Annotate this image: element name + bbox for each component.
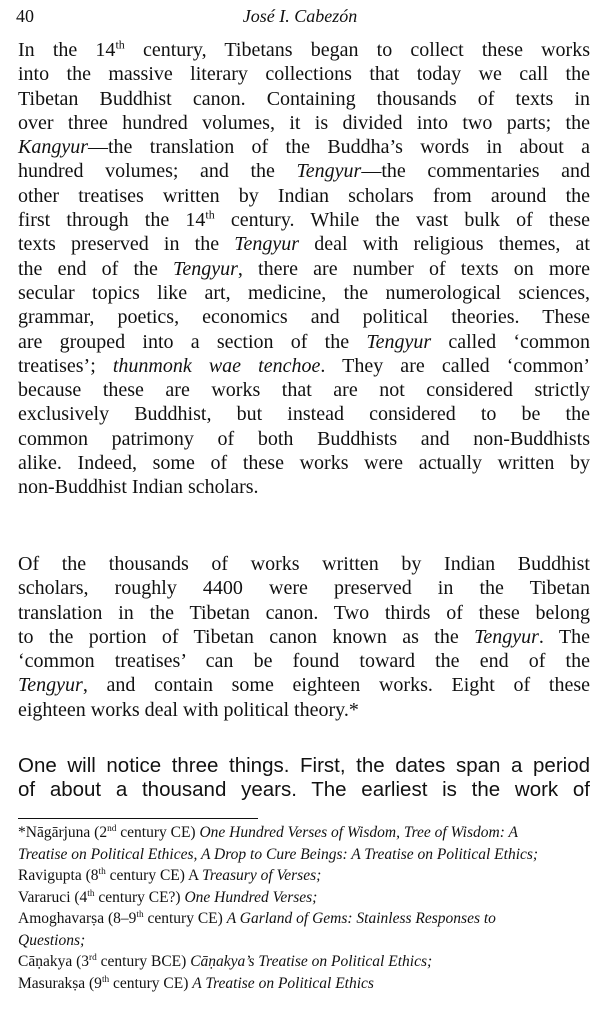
footnote-line	[18, 930, 590, 952]
text-run: first through the 14	[18, 209, 206, 232]
text-run: ‘common treatises’ can be found toward the end of the	[18, 650, 590, 673]
superscript: rd	[89, 952, 97, 963]
text-line	[18, 475, 590, 499]
text-run: Tibetan Buddhist canon. Containing thousands of texts in	[18, 87, 590, 110]
text-line	[18, 427, 590, 451]
text-line	[18, 778, 590, 802]
footnote-line	[18, 951, 590, 973]
text-run: In the 14	[18, 39, 116, 61]
italic-text: Tengyur	[18, 674, 83, 697]
text-run: century CE)	[109, 974, 193, 992]
text-line	[18, 184, 590, 208]
text-run: scholars, roughly 4400 were preserved in the Tibetan	[18, 577, 590, 600]
paragraph	[18, 38, 590, 500]
text-run: —the translation of the Buddha’s words in about a	[88, 136, 590, 159]
text-line	[18, 601, 590, 625]
footnotes	[18, 822, 590, 994]
text-run: because these are works that are not considered strictly	[18, 379, 590, 402]
italic-text: Treatise on Political Ethices, A Drop to Cure Beings: A Treatise on Political Ethics;	[18, 845, 539, 863]
text-line	[18, 135, 590, 159]
italic-text: Kangyur	[18, 136, 88, 159]
text-run: century CE)	[116, 824, 200, 841]
text-run: secular topics like art, medicine, the numerological sciences,	[18, 281, 590, 304]
text-run: of about a thousand years. The earliest is the work of	[18, 778, 590, 802]
text-run: —the commentaries and	[361, 160, 590, 183]
italic-text: Tengyur	[234, 233, 300, 256]
superscript: th	[98, 866, 106, 877]
superscript: nd	[107, 823, 117, 834]
text-run: Of the thousands of works written by Indian Buddhist	[18, 553, 590, 575]
text-run: to the portion of Tibetan canon known as the	[18, 625, 475, 648]
text-run: . The	[538, 625, 591, 648]
text-run: texts preserved in the	[18, 233, 235, 256]
text-run: other treatises written by Indian scholars from around the	[18, 184, 590, 207]
text-line	[18, 281, 590, 305]
text-line	[18, 673, 590, 697]
text-run: century CE)	[143, 910, 227, 927]
italic-text: Treasury of Verses;	[202, 867, 322, 884]
text-run: the end of the	[18, 257, 174, 280]
italic-text: Tengyur	[173, 257, 238, 280]
footnote-line	[18, 908, 590, 930]
italic-text: Tengyur	[296, 160, 362, 183]
text-line	[18, 232, 590, 256]
text-line	[18, 38, 590, 62]
text-line	[18, 451, 590, 475]
text-run: Ravigupta (8	[18, 867, 99, 884]
text-line	[18, 87, 590, 111]
text-run: One will notice three things. First, the dates span a period	[18, 754, 590, 777]
text-run: common patrimony of both Buddhists and non-Buddhists	[18, 427, 590, 450]
text-line	[18, 552, 590, 576]
superscript: th	[101, 974, 110, 985]
text-run: century CE) A	[105, 867, 203, 884]
text-line	[18, 402, 590, 426]
text-run: *Nāgārjuna (2	[18, 824, 108, 841]
text-line	[18, 208, 590, 232]
text-run: century CE?)	[94, 888, 185, 906]
text-line	[18, 159, 590, 183]
text-run: translation in the Tibetan canon. Two thirds of these belong	[18, 601, 590, 624]
italic-text: One Hundred Verses of Wisdom, Tree of Wisdom: A	[199, 824, 518, 841]
paragraph	[18, 754, 590, 803]
text-run: are grouped into a section of the	[18, 330, 367, 353]
text-run: hundred volumes; and the	[18, 160, 297, 183]
text-run: called ‘common	[431, 330, 590, 353]
italic-text: A Treatise on Political Ethics	[192, 974, 374, 992]
text-run: into the massive literary collections that today we call the	[18, 63, 590, 86]
italic-text: thunmonk wae tenchoe	[112, 354, 321, 377]
text-line	[18, 698, 590, 722]
italic-text: Tengyur	[366, 330, 432, 353]
text-line	[18, 111, 590, 135]
superscript: th	[136, 909, 144, 920]
text-run: treatises’;	[18, 354, 113, 377]
text-run: eighteen works deal with political theory.*	[18, 698, 359, 721]
footnote-rule	[18, 818, 258, 819]
text-run: , and contain some eighteen works. Eight of these	[82, 674, 590, 697]
footnote-line	[18, 973, 590, 995]
footnote-line	[18, 822, 590, 844]
text-line	[18, 62, 590, 86]
text-run: century BCE)	[96, 953, 191, 970]
text-run: grammar, poetics, economics and political theories. These	[18, 306, 590, 329]
text-line	[18, 576, 590, 600]
text-run: over three hundred volumes, it is divided into two parts; the	[18, 111, 590, 134]
text-run: exclusively Buddhist, but instead considered to be the	[18, 403, 590, 426]
paragraph	[18, 552, 590, 722]
italic-text: One Hundred Verses;	[184, 888, 318, 906]
superscript: th	[115, 37, 125, 52]
text-run: century. While the vast bulk of these	[214, 209, 590, 232]
text-line	[18, 378, 590, 402]
footnote-line	[18, 865, 590, 887]
text-line	[18, 330, 590, 354]
italic-text: Tengyur	[474, 625, 539, 648]
text-run: Cāṇakya (3	[18, 953, 90, 970]
text-line	[18, 257, 590, 281]
superscript: th	[87, 888, 95, 899]
text-run: , there are number of texts on more	[237, 257, 590, 280]
text-run: Masurakṣa (9	[18, 974, 102, 992]
footnote-line	[18, 844, 590, 866]
text-run: deal with religious themes, at	[299, 233, 590, 256]
italic-text: A Garland of Gems: Stainless Responses to	[226, 910, 496, 927]
text-line	[18, 625, 590, 649]
text-line	[18, 649, 590, 673]
footnote-line	[18, 887, 590, 909]
text-run: alike. Indeed, some of these works were actually written by	[18, 452, 590, 475]
text-run: Vararuci (4	[18, 888, 88, 906]
superscript: th	[205, 207, 215, 222]
text-line	[18, 354, 590, 378]
text-line	[18, 305, 590, 329]
text-line	[18, 754, 590, 778]
italic-text: Cāṇakya’s Treatise on Political Ethics;	[190, 953, 433, 970]
italic-text: Questions;	[18, 931, 86, 949]
text-run: . They are called ‘common’	[320, 354, 590, 377]
page-header	[16, 6, 584, 30]
text-run: century, Tibetans began to collect these works	[124, 39, 591, 61]
page-number: 40	[16, 6, 34, 26]
running-head: José I. Cabezón	[242, 6, 358, 26]
text-run: Amoghavarṣa (8–9	[18, 910, 137, 927]
text-run: non-Buddhist Indian scholars.	[18, 476, 259, 499]
